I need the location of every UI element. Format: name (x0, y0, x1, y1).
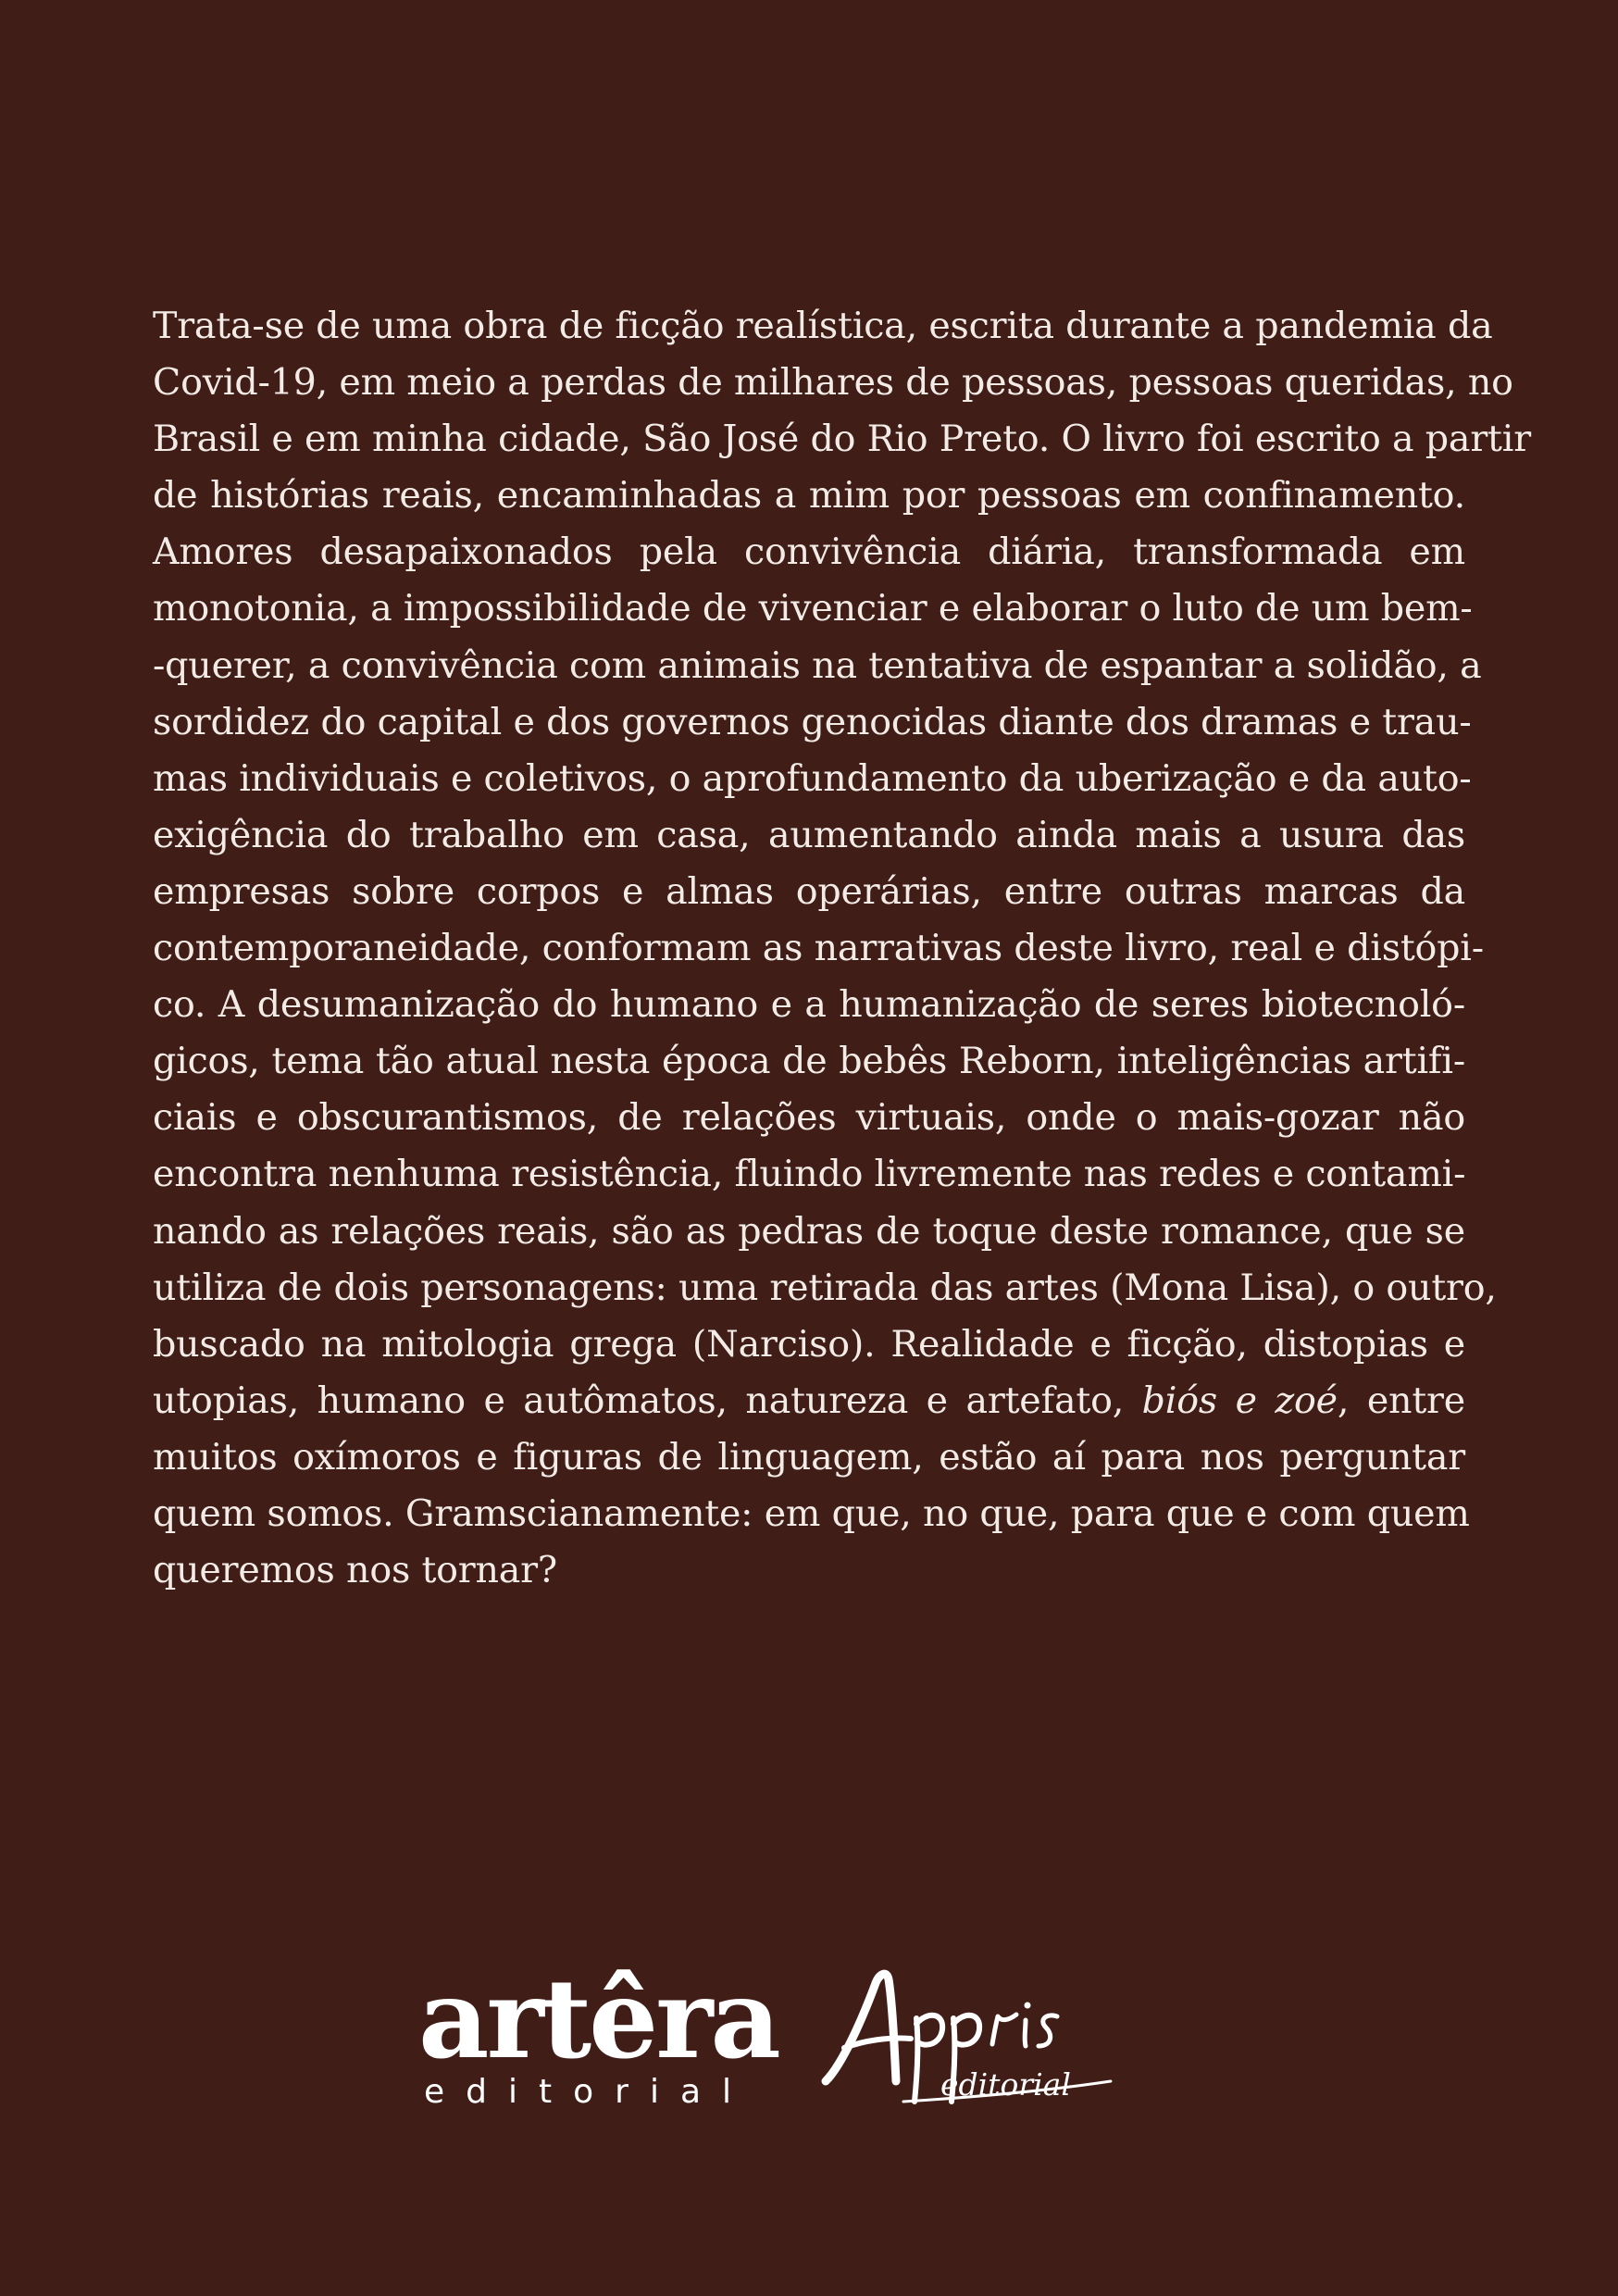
blurb-line: ciais e obscurantismos, de relações virtuais, onde o mais-gozar não (153, 1096, 1465, 1140)
blurb-line (153, 1373, 1465, 1429)
blurb-line: sordidez do capital e dos governos genocidas diante dos dramas e trau- (153, 700, 1472, 743)
blurb-line-part: utopias, humano e autômatos, natureza e artefato, (153, 1379, 1142, 1422)
blurb-line: empresas sobre corpos e almas operárias, entre outras marcas da (153, 869, 1465, 913)
blurb-line: buscado na mitologia grega (Narciso). Realidade e ficção, distopias e (153, 1322, 1465, 1366)
publisher-logos (0, 1954, 1618, 2148)
blurb-line: exigência do trabalho em casa, aumentando ainda mais a usura das (153, 813, 1465, 856)
blurb-line: muitos oxímoros e figuras de linguagem, estão aí para nos perguntar (153, 1435, 1465, 1479)
blurb-line: queremos nos tornar? (153, 1549, 557, 1592)
blurb-line: Covid-19, em meio a perdas de milhares de pessoas, pessoas queridas, no (153, 361, 1513, 405)
blurb-line: -querer, a convivência com animais na tentativa de espantar a solidão, a (153, 643, 1482, 687)
back-cover-blurb (153, 298, 1531, 1599)
artera-editorial-logo (418, 1954, 778, 2148)
appris-logo-subtitle: editorial (940, 2066, 1071, 2103)
artera-logo-subtitle: editorial (424, 2073, 753, 2111)
blurb-line: monotonia, a impossibilidade de vivenciar e elaborar o luto de um bem- (153, 587, 1473, 630)
blurb-line: mas individuais e coletivos, o aprofundamento da uberização e da auto- (153, 756, 1472, 800)
blurb-italic-term: biós e zoé (1141, 1379, 1338, 1422)
blurb-line: nando as relações reais, são as pedras de toque deste romance, que se (153, 1209, 1465, 1253)
blurb-line: quem somos. Gramscianamente: em que, no que, para que e com quem (153, 1491, 1470, 1535)
artera-logo-wordmark: artêra (418, 1954, 778, 2083)
blurb-line: Amores desapaixonados pela convivência diária, transformada em (153, 530, 1465, 574)
blurb-line: Brasil e em minha cidade, São José do Rio Preto. O livro foi escrito a partir (153, 418, 1531, 461)
blurb-line: Trata-se de uma obra de ficção realística, escrita durante a pandemia da (153, 305, 1493, 347)
blurb-line: utiliza de dois personagens: uma retirada das artes (Mona Lisa), o outro, (153, 1266, 1497, 1309)
blurb-line: gicos, tema tão atual nesta época de bebês Reborn, inteligências artifi- (153, 1040, 1465, 1083)
appris-editorial-logo (815, 1963, 1129, 2148)
blurb-line: de histórias reais, encaminhadas a mim por pessoas em confinamento. (153, 474, 1465, 518)
blurb-line: encontra nenhuma resistência, fluindo livremente nas redes e contami- (153, 1153, 1466, 1196)
blurb-line: contemporaneidade, conformam as narrativas deste livro, real e distópi- (153, 927, 1484, 970)
blurb-line: co. A desumanização do humano e a humanização de seres biotecnoló- (153, 983, 1465, 1027)
blurb-line-part: , entre (1337, 1379, 1465, 1422)
